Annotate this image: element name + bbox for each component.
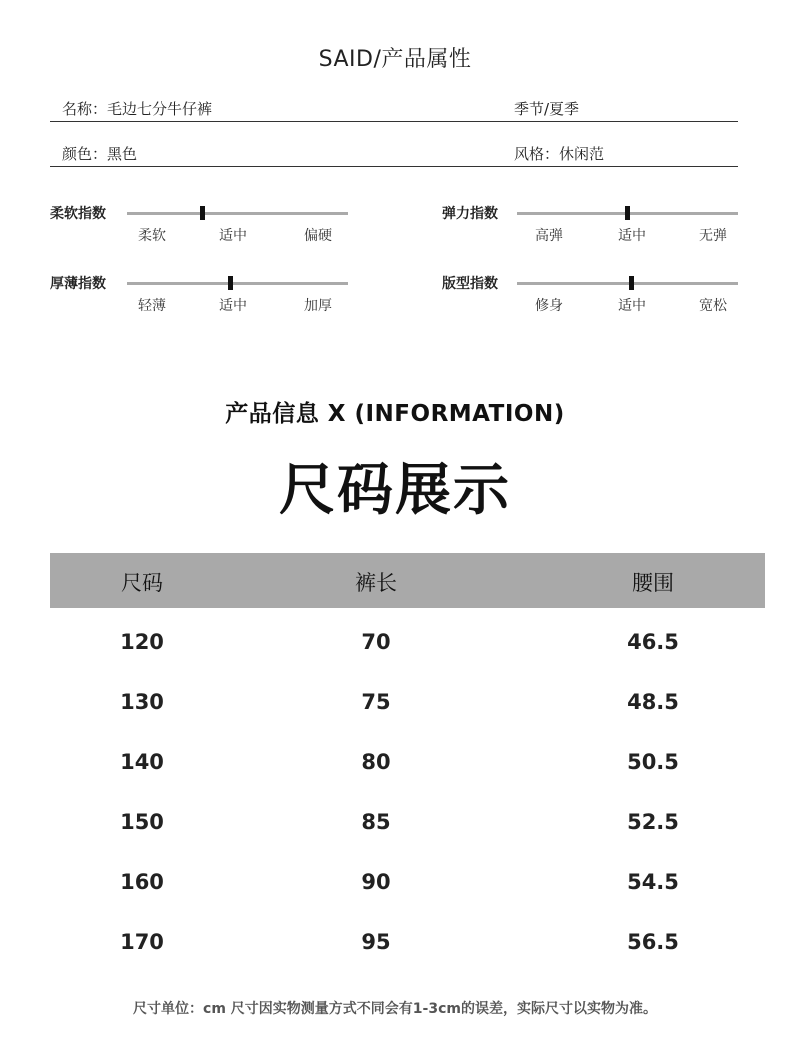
cell-size: 150 — [120, 810, 164, 834]
cell-waist: 48.5 — [627, 690, 679, 714]
product-style: 风格：休闲范 — [514, 145, 605, 163]
page-title: SAID/产品属性 — [318, 47, 472, 72]
cell-length: 80 — [361, 750, 391, 774]
product-season: 季节/夏季 — [514, 100, 580, 118]
cell-length: 70 — [361, 630, 391, 654]
size-table — [50, 553, 765, 968]
table-header-row — [50, 553, 765, 608]
cell-size: 140 — [120, 750, 164, 774]
attribute-row-1 — [50, 92, 738, 122]
elasticity-gauge — [442, 203, 747, 253]
gauge-tick: 轻薄 — [138, 298, 166, 314]
cell-size: 170 — [120, 930, 164, 954]
gauge-marker — [228, 276, 233, 290]
gauge-tick: 偏硬 — [304, 228, 332, 244]
attribute-row-2 — [50, 137, 738, 167]
cell-waist: 56.5 — [627, 930, 679, 954]
cell-size: 160 — [120, 870, 164, 894]
cell-length: 85 — [361, 810, 391, 834]
header-length: 裤长 — [355, 571, 397, 595]
gauge-tick: 加厚 — [304, 298, 332, 314]
cell-length: 90 — [361, 870, 391, 894]
cell-length: 75 — [361, 690, 391, 714]
table-row — [50, 848, 765, 908]
cell-waist: 46.5 — [627, 630, 679, 654]
gauge-marker — [625, 206, 630, 220]
gauge-tick: 柔软 — [138, 228, 166, 244]
product-name: 名称：毛边七分牛仔裤 — [62, 100, 213, 118]
gauge-tick: 修身 — [535, 298, 563, 314]
product-color: 颜色：黑色 — [62, 145, 138, 163]
table-row — [50, 668, 765, 728]
cell-waist: 54.5 — [627, 870, 679, 894]
gauge-marker — [629, 276, 634, 290]
gauge-tick: 适中 — [618, 228, 646, 244]
cell-waist: 50.5 — [627, 750, 679, 774]
gauge-tick: 适中 — [219, 228, 247, 244]
fit-gauge — [442, 273, 747, 323]
cell-waist: 52.5 — [627, 810, 679, 834]
gauge-track — [127, 212, 348, 215]
section-heading: 尺码展示 — [279, 458, 511, 523]
cell-size: 130 — [120, 690, 164, 714]
size-footnote: 尺寸单位：cm 尺寸因实物测量方式不同会有1-3cm的误差，实际尺寸以实物为准。 — [133, 1001, 657, 1017]
gauge-label: 版型指数 — [442, 276, 498, 292]
gauge-tick: 适中 — [618, 298, 646, 314]
gauge-marker — [200, 206, 205, 220]
header-size: 尺码 — [121, 571, 163, 595]
softness-gauge — [50, 203, 355, 253]
section-subtitle: 产品信息 X (INFORMATION) — [225, 401, 565, 427]
table-row — [50, 908, 765, 968]
table-row — [50, 788, 765, 848]
gauge-tick: 高弹 — [535, 228, 563, 244]
gauge-track — [517, 282, 738, 285]
gauge-label: 柔软指数 — [50, 206, 106, 222]
gauge-tick: 宽松 — [699, 298, 727, 314]
table-row — [50, 608, 765, 668]
thickness-gauge — [50, 273, 355, 323]
cell-size: 120 — [120, 630, 164, 654]
gauge-tick: 适中 — [219, 298, 247, 314]
gauge-track — [127, 282, 348, 285]
gauge-tick: 无弹 — [699, 228, 727, 244]
gauge-label: 厚薄指数 — [50, 276, 106, 292]
cell-length: 95 — [361, 930, 391, 954]
gauge-label: 弹力指数 — [442, 206, 498, 222]
header-waist: 腰围 — [632, 571, 674, 595]
table-row — [50, 728, 765, 788]
